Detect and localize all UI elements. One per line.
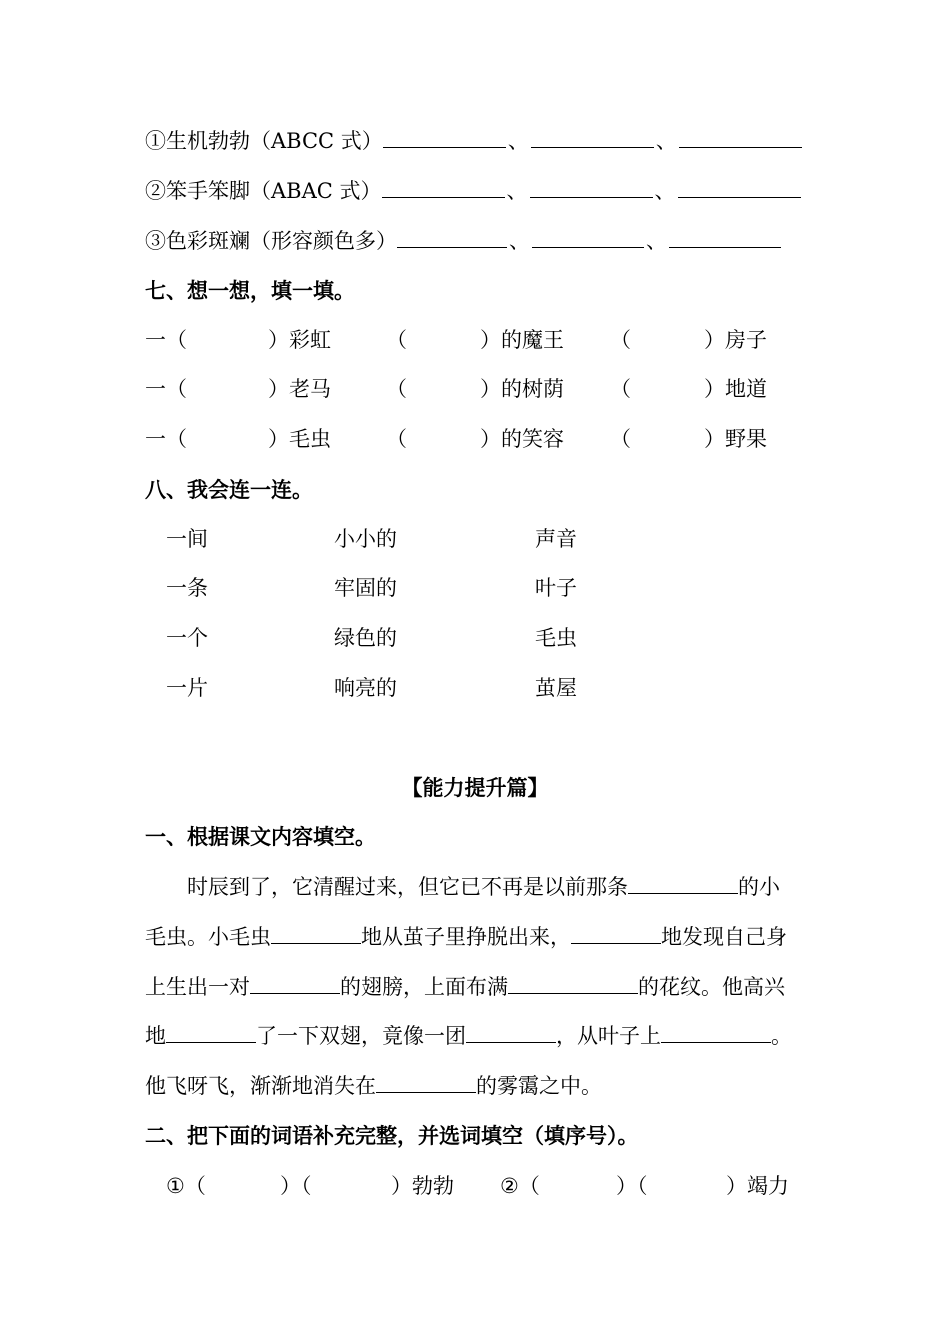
answer-blank[interactable] bbox=[382, 177, 505, 198]
match-item[interactable]: 绿色的 bbox=[334, 626, 397, 650]
answer-blank[interactable] bbox=[678, 177, 801, 198]
answer-blank[interactable] bbox=[679, 127, 802, 148]
answer-blank[interactable] bbox=[250, 973, 340, 994]
match-item[interactable]: 一个 bbox=[166, 626, 208, 650]
answer-blank[interactable] bbox=[271, 923, 361, 944]
passage-line-1: 时辰到了，它清醒过来，但它已不再是以前那条 的小 bbox=[187, 875, 780, 899]
match-item[interactable]: 声音 bbox=[535, 527, 577, 551]
answer-blank[interactable] bbox=[531, 127, 654, 148]
match-item[interactable]: 叶子 bbox=[535, 576, 577, 600]
answer-blank[interactable] bbox=[508, 973, 638, 994]
match-item[interactable]: 小小的 bbox=[334, 527, 397, 551]
question-1-title: 一、根据课文内容填空。 bbox=[145, 824, 376, 849]
answer-blank[interactable] bbox=[383, 127, 506, 148]
answer-blank[interactable] bbox=[532, 227, 644, 248]
answer-blank[interactable] bbox=[530, 177, 653, 198]
section-7-title: 七、想一想，填一填。 bbox=[145, 278, 355, 303]
match-item[interactable]: 一片 bbox=[166, 676, 208, 700]
worksheet-page: ①生机勃勃（ABCC 式） 、 、 ②笨手笨脚（ABAC 式） 、 、 ③色彩斑斓（形容颜色多） 、 、 七、想一想，填一填。 一（ ）彩虹 （ ）的魔王 （ ）房子 一（ ）老马 （ ）的树荫 （ ）地道 一（ ）毛虫 （ ）的笑容 （ ）野果 八、我会连一连。 一间 一条 一个 一片 小小的 牢固的 绿色的 响亮的 声音 叶子 毛虫 茧屋 【能力提升篇】 一、根据课文内容填空。 时辰到了，它清醒过来，但它已不再是以前那条 的小 毛虫。小毛虫 地从茧子里挣脱出来， 地发现自己身 上生出一对 的翅膀，上面布满 的花纹。他高兴 地 了一下双翅，竟像一团 ，从叶子上 。 他飞呀飞，渐渐地消失在 的雾霭之中。 二、把下面的词语补充完整，并选词填空（填序号）。 ①（ ）（ ）勃勃 ②（ ）（ ）竭力 bbox=[0, 0, 950, 1344]
match-item[interactable]: 茧屋 bbox=[535, 676, 577, 700]
word-item-2: ②笨手笨脚（ABAC 式） 、 、 bbox=[145, 176, 801, 206]
match-item[interactable]: 一条 bbox=[166, 576, 208, 600]
match-item[interactable]: 毛虫 bbox=[535, 626, 577, 650]
answer-blank[interactable] bbox=[669, 227, 781, 248]
passage-line-3: 上生出一对 的翅膀，上面布满 的花纹。他高兴 bbox=[145, 975, 785, 999]
answer-blank[interactable] bbox=[397, 227, 507, 248]
answer-blank[interactable] bbox=[571, 923, 661, 944]
match-item[interactable]: 牢固的 bbox=[334, 576, 397, 600]
passage-line-5: 他飞呀飞，渐渐地消失在 的雾霭之中。 bbox=[145, 1074, 602, 1098]
question-2-title: 二、把下面的词语补充完整，并选词填空（填序号）。 bbox=[145, 1123, 639, 1148]
match-item[interactable]: 一间 bbox=[166, 527, 208, 551]
word-item-label: ①生机勃勃（ABCC 式） bbox=[145, 129, 383, 153]
section-8-title: 八、我会连一连。 bbox=[145, 477, 313, 502]
match-item[interactable]: 响亮的 bbox=[334, 676, 397, 700]
ability-heading: 【能力提升篇】 bbox=[401, 775, 549, 800]
answer-blank[interactable] bbox=[661, 1022, 771, 1043]
word-item-1: ①生机勃勃（ABCC 式） 、 、 bbox=[145, 126, 802, 156]
answer-blank[interactable] bbox=[628, 873, 738, 894]
word-item-label: ②笨手笨脚（ABAC 式） bbox=[145, 179, 382, 203]
passage-line-4: 地 了一下双翅，竟像一团 ，从叶子上 。 bbox=[145, 1024, 792, 1048]
answer-blank[interactable] bbox=[466, 1022, 556, 1043]
passage-line-2: 毛虫。小毛虫 地从茧子里挣脱出来， 地发现自己身 bbox=[145, 925, 787, 949]
word-item-3: ③色彩斑斓（形容颜色多） 、 、 bbox=[145, 226, 781, 256]
word-item-label: ③色彩斑斓（形容颜色多） bbox=[145, 229, 397, 253]
answer-blank[interactable] bbox=[376, 1072, 476, 1093]
answer-blank[interactable] bbox=[166, 1022, 256, 1043]
